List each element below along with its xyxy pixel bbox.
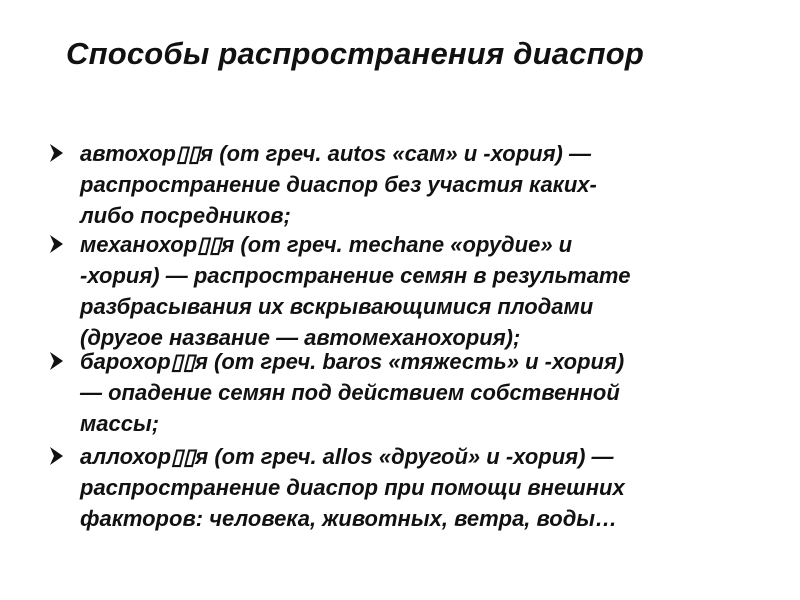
bullet-text: барохор▯▯я (от греч. baros «тяжесть» и -хория) — опадение семян под действием собственной массы;: [80, 349, 625, 436]
bullet-text: механохор▯▯я (от греч. mechane «орудие» и -хория) — распространение семян в результате разбрасывания их вскрывающимися плодами (другое название — автомеханохория);: [80, 232, 631, 350]
arrow-bullet-icon: [48, 350, 70, 372]
slide-title: Способы распространения диаспор: [66, 36, 645, 71]
arrow-bullet-icon: [48, 233, 70, 255]
bullet-text: автохор▯▯я (от греч. autos «сам» и -хория) — распространение диаспор без участия каких- либо посредников;: [80, 141, 597, 228]
arrow-bullet-icon: [48, 445, 70, 467]
arrow-bullet-icon: [48, 142, 70, 164]
bullet-text: аллохор▯▯я (от греч. allos «другой» и -хория) — распространение диаспор при помощи внешних факторов: человека, животных, ветра, воды…: [80, 444, 625, 531]
